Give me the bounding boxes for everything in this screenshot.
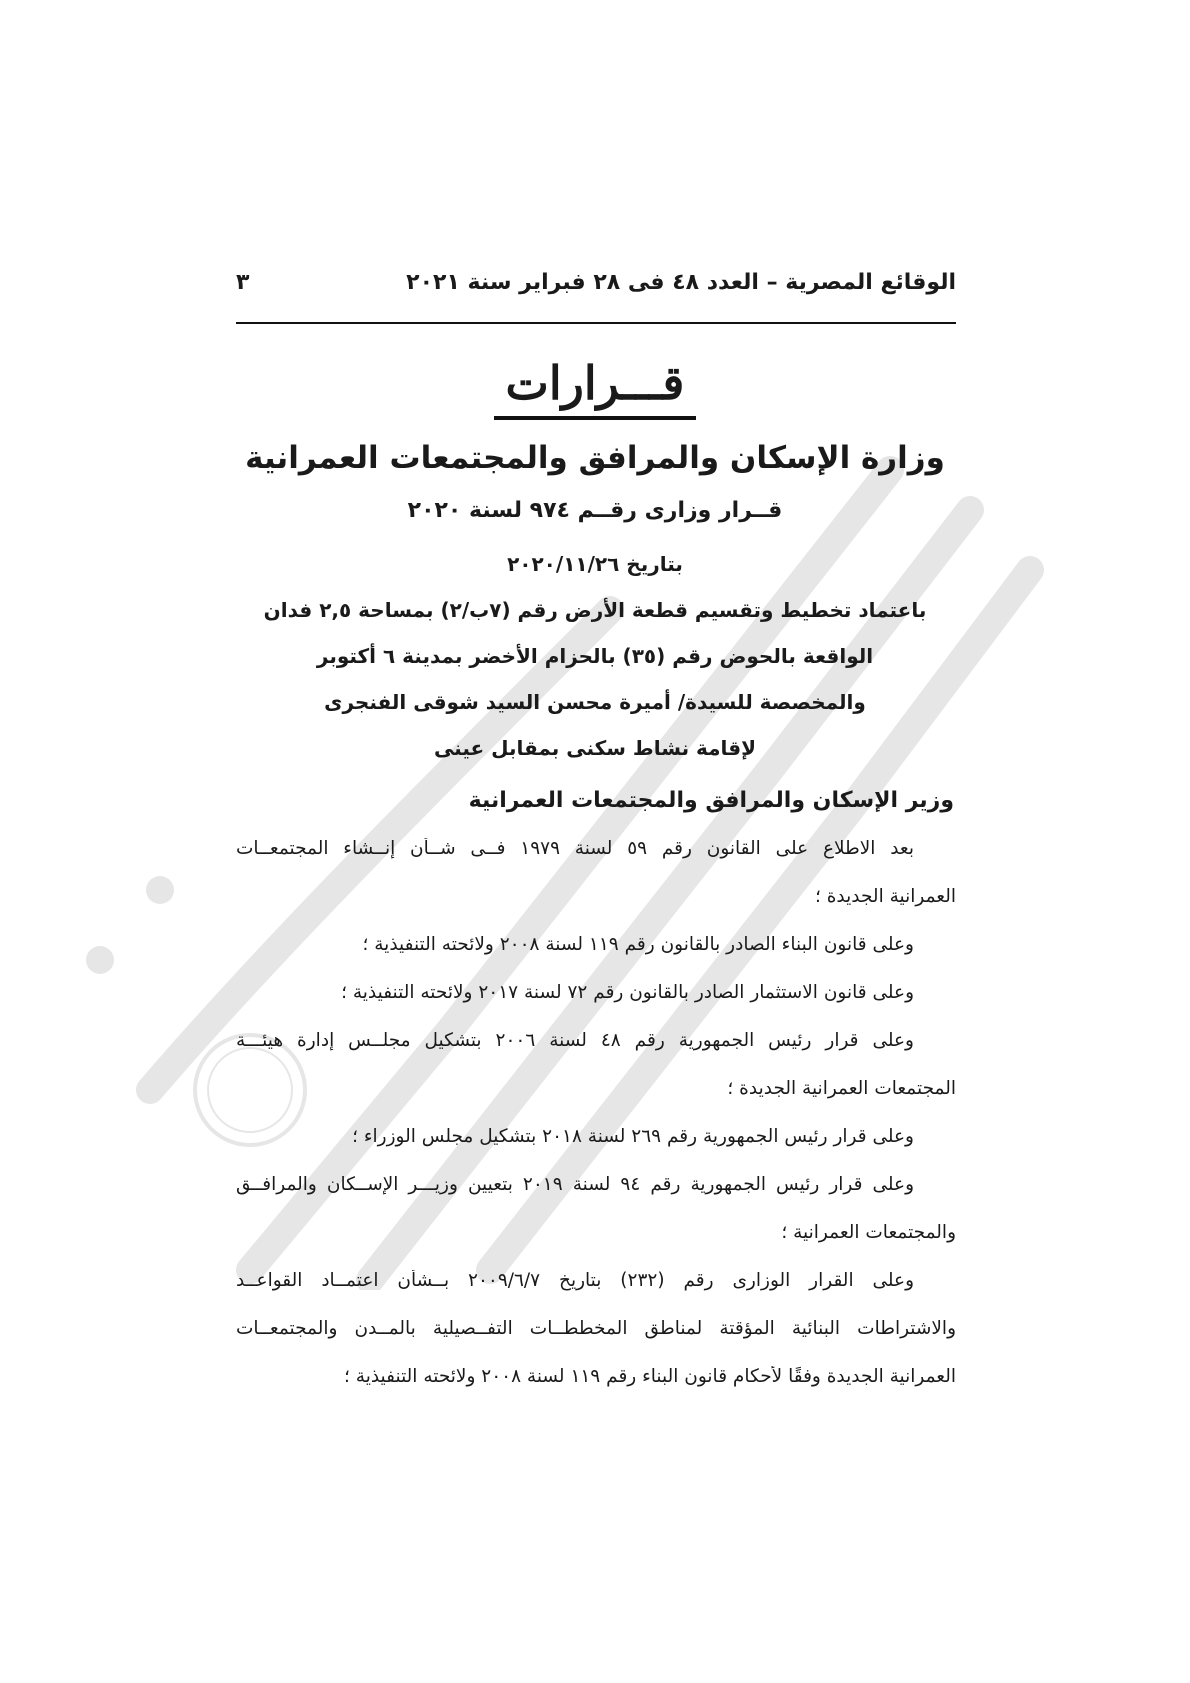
body-line: العمرانية الجديدة ؛: [814, 886, 956, 907]
minister-title: وزير الإسكان والمرافق والمجتمعات العمرانية: [468, 788, 954, 813]
body-line: وعلى القرار الوزارى رقم (٢٣٢) بتاريخ ٢٠٠٩/٦/٧ بــشأن اعتمــاد القواعــد: [236, 1270, 915, 1291]
decree-date: بتاريخ ٢٠٢٠/١١/٢٦: [507, 552, 683, 576]
body-line: بعد الاطلاع على القانون رقم ٥٩ لسنة ١٩٧٩ فــى شــأن إنــشاء المجتمعــات: [236, 838, 914, 859]
section-title: [0, 356, 1190, 420]
subject-line: لإقامة نشاط سكنى بمقابل عينى: [433, 736, 757, 760]
body-line: والمجتمعات العمرانية ؛: [781, 1222, 956, 1243]
page-number: ٣: [236, 270, 250, 295]
body-line: والاشتراطات البنائية المؤقتة لمناطق المخططــات التفــصيلية بالمــدن والمجتمعــات: [236, 1318, 956, 1339]
body-line: وعلى قرار رئيس الجمهورية رقم ٢٦٩ لسنة ٢٠١٨ بتشكيل مجلس الوزراء ؛: [352, 1126, 914, 1147]
gazette-issue-title: الوقائع المصرية – العدد ٤٨ فى ٢٨ فبراير سنة ٢٠٢١: [406, 270, 956, 295]
subject-line: والمخصصة للسيدة/ أميرة محسن السيد شوقى الفنجرى: [324, 690, 866, 714]
section-title-text: قـــرارات: [494, 356, 697, 420]
page-header: [236, 270, 956, 300]
decree-number: قــرار وزارى رقــم ٩٧٤ لسنة ٢٠٢٠: [407, 498, 783, 523]
body-line: وعلى قرار رئيس الجمهورية رقم ٩٤ لسنة ٢٠١٩ بتعيين وزيـــر الإســكان والمرافــق: [236, 1174, 915, 1195]
ministry-heading: وزارة الإسكان والمرافق والمجتمعات العمرانية: [245, 440, 945, 476]
body-line: المجتمعات العمرانية الجديدة ؛: [727, 1078, 956, 1099]
body-line: العمرانية الجديدة وفقًا لأحكام قانون البناء رقم ١١٩ لسنة ٢٠٠٨ ولائحته التنفيذية ؛: [344, 1366, 956, 1387]
header-divider: [236, 322, 956, 324]
subject-line: باعتماد تخطيط وتقسيم قطعة الأرض رقم (٧ب/٢) بمساحة ٢,٥ فدان: [263, 598, 927, 622]
body-line: وعلى قانون الاستثمار الصادر بالقانون رقم ٧٢ لسنة ٢٠١٧ ولائحته التنفيذية ؛: [341, 982, 914, 1003]
body-line: وعلى قرار رئيس الجمهورية رقم ٤٨ لسنة ٢٠٠٦ بتشكيل مجلــس إدارة هيئـــة: [236, 1030, 914, 1051]
body-line: وعلى قانون البناء الصادر بالقانون رقم ١١٩ لسنة ٢٠٠٨ ولائحته التنفيذية ؛: [362, 934, 914, 955]
subject-line: الواقعة بالحوض رقم (٣٥) بالحزام الأخضر بمدينة ٦ أكتوبر: [316, 644, 874, 668]
